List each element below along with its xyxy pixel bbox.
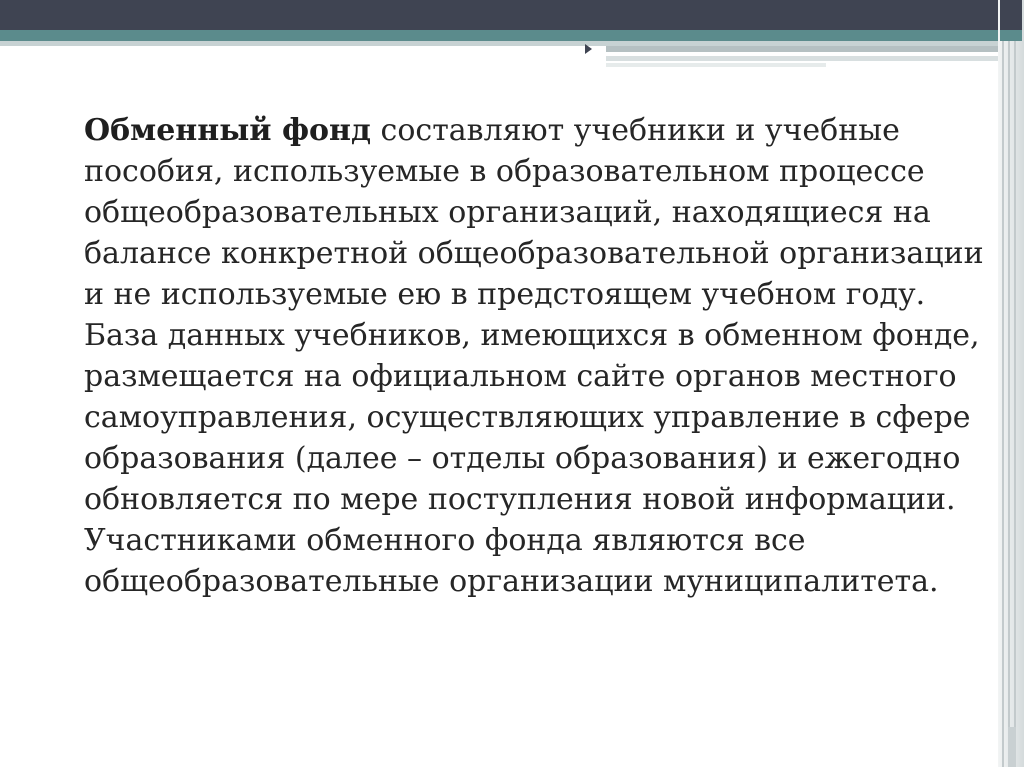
right-edge-line — [1014, 0, 1016, 767]
header-accent-line — [606, 56, 1024, 61]
defined-term: Обменный фонд — [84, 113, 371, 148]
slide-body-text — [84, 110, 984, 602]
right-edge-top-teal — [1000, 30, 1022, 41]
header-band-teal — [0, 30, 1024, 41]
right-edge-line — [1002, 0, 1004, 767]
definition-text: составляют учебники и учебные пособия, используемые в образовательном процессе общеобразовательных организаций, находящиеся на балансе конкретной общеобразовательной организации и не используемые ею в предстоящем учебном году. База данных учебников, имеющихся в обменном фонде, размещается на официальном сайте органов местного самоуправления, осуществляющих управление в сфере образования (далее – отделы образования) и ежегодно обновляется по мере поступления новой информации. Участниками обменного фонда являются все общеобразовательные организации муниципалитета. — [84, 113, 984, 599]
header-band-dark — [0, 0, 1024, 30]
right-edge-line — [1008, 0, 1010, 767]
right-edge-bottom — [1008, 727, 1016, 767]
play-arrow-icon — [585, 44, 592, 54]
header-accent-line — [606, 46, 1024, 52]
header-accent-line — [606, 63, 826, 67]
right-edge-top-dark — [1000, 0, 1022, 30]
